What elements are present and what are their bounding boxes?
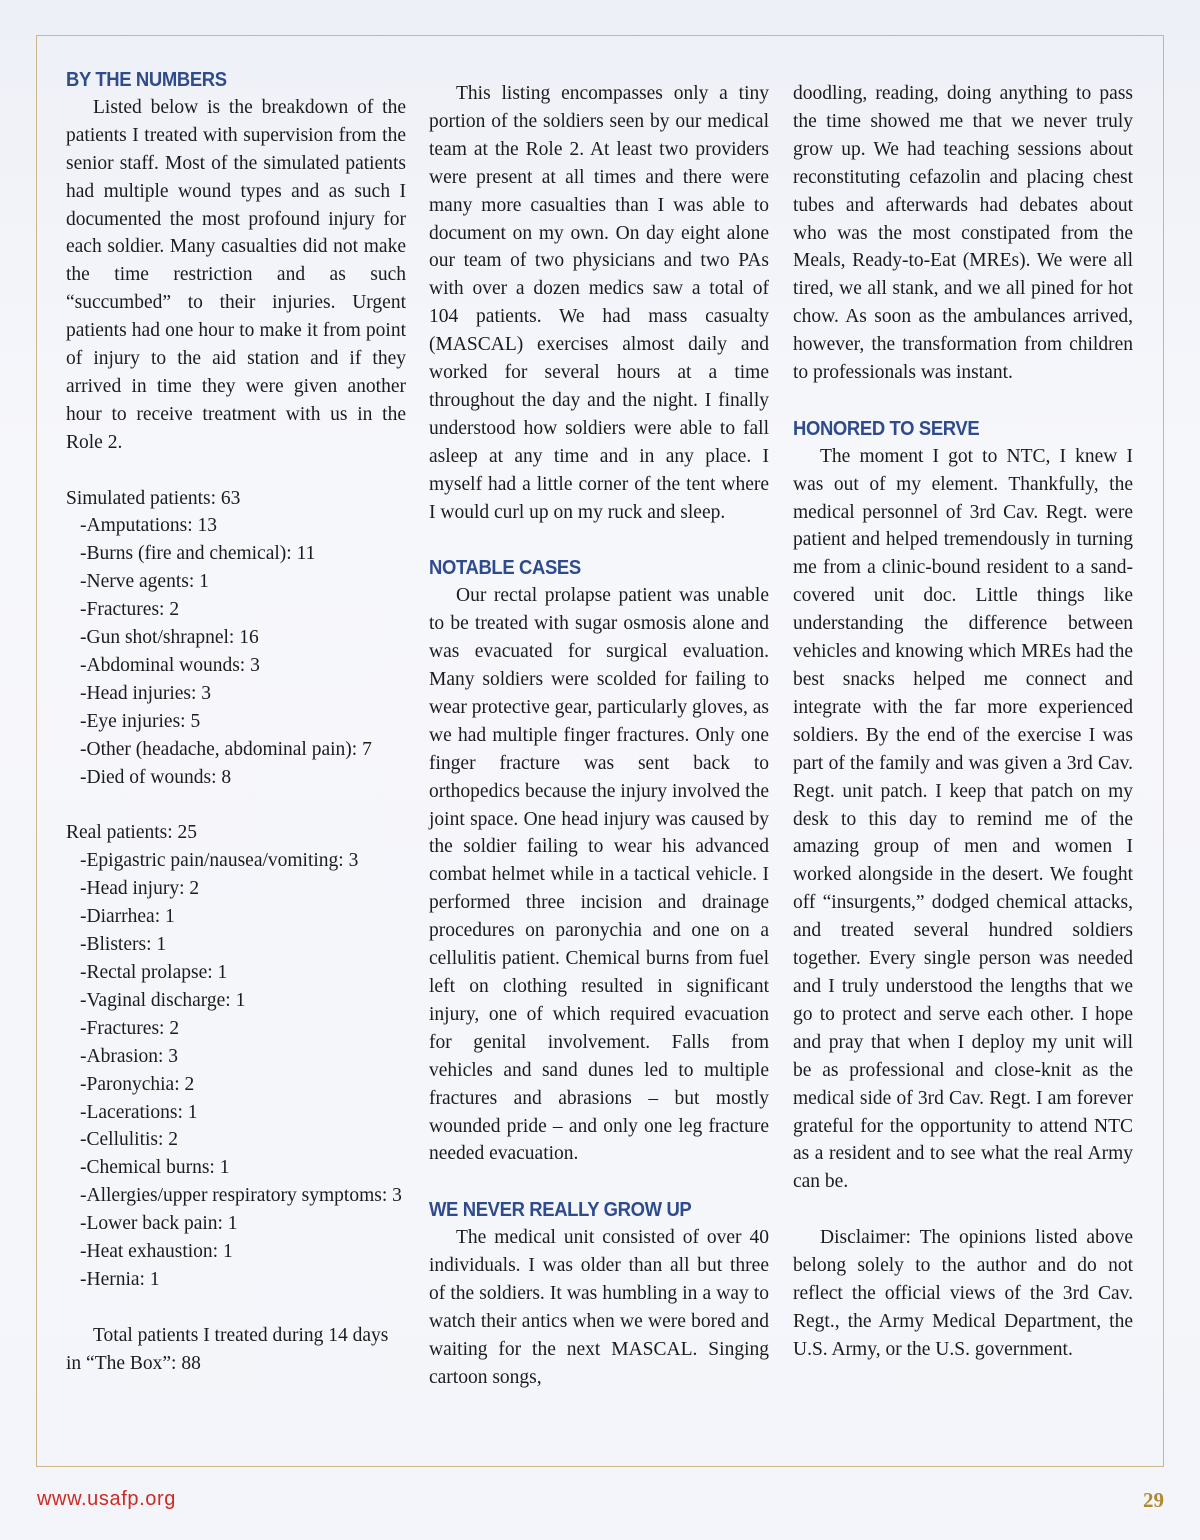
list-item: -Lower back pain: 1: [80, 1213, 238, 1235]
heading-honored-to-serve: HONORED TO SERVE: [793, 416, 980, 440]
list-item: -Allergies/upper respiratory symptoms: 3: [80, 1185, 402, 1207]
list-item: -Amputations: 13: [80, 515, 218, 537]
list-item: -Rectal prolapse: 1: [80, 961, 228, 983]
list-item: -Head injury: 2: [80, 878, 200, 900]
list-item: -Nerve agents: 1: [80, 571, 209, 593]
list-item: -Burns (fire and chemical): 11: [80, 543, 316, 565]
list-item: -Heat exhaustion: 1: [80, 1241, 233, 1263]
column-1: [66, 66, 406, 1378]
column-3: [793, 80, 1133, 1364]
footer-website-link[interactable]: www.usafp.org: [37, 1488, 176, 1510]
grow-paragraph: The medical unit consisted of over 40 individuals. I was older than all but three of the soldiers. It was humbling in a way to watch their antics when we were bored and waiting for the next MASCAL. Singing cartoon songs,: [429, 1227, 769, 1388]
list-item: -Lacerations: 1: [80, 1101, 198, 1123]
list-item: -Abdominal wounds: 3: [80, 655, 260, 677]
total-patients: Total patients I treated during 14 days in “The Box”: 88: [66, 1324, 389, 1374]
list-item: -Eye injuries: 5: [80, 710, 201, 732]
list-item: -Blisters: 1: [80, 934, 167, 956]
column-2: [429, 80, 769, 1392]
intro-paragraph: Listed below is the breakdown of the patients I treated with supervision from the senior staff. Most of the simulated patients had multiple wound types and as such I documented the most profound injury for each soldier. Many casualties did not make the time restriction and as such “succumbed” to their injuries. Urgent patients had one hour to make it from point of injury to the aid station and if they arrived in time they were given another hour to receive treatment with us in the Role 2.: [66, 96, 406, 453]
list-item: -Paronychia: 2: [80, 1073, 195, 1095]
simulated-patients-title: Simulated patients: 63: [66, 487, 241, 509]
notable-paragraph: Our rectal prolapse patient was unable to be treated with sugar osmosis alone and was evacuated for surgical evaluation. Many soldiers were scolded for failing to wear protective gear, particularly gloves, as we had multiple finger fractures. Only one finger fracture was sent back to orthopedics because the injury involved the joint space. One head injury was caused by the soldier failing to wear his advanced combat helmet while in a tactical vehicle. I performed three incision and drainage procedures on paronychia and one on a cellulitis patient. Chemical burns from fuel left on clothing resulted in significant injury, one of which required evacuation for genital involvement. Falls from vehicles and sand dunes led to multiple fractures and abrasions – but mostly wounded pride – and only one leg fracture needed evacuation.: [429, 585, 769, 1165]
simulated-patients-list: [66, 512, 406, 791]
list-item: -Cellulitis: 2: [80, 1129, 179, 1151]
disclaimer-paragraph: Disclaimer: The opinions listed above belong solely to the author and do not reflect the official views of the 3rd Cav. Regt., the Army Medical Department, the U.S. Army, or the U.S. government.: [793, 1227, 1133, 1360]
continued-paragraph: doodling, reading, doing anything to pass the time showed me that we never truly grow up. We had teaching sessions about reconstituting cefazolin and placing chest tubes and afterwards had debates about who was the most constipated from the Meals, Ready-to-Eat (MREs). We were all tired, we all stank, and we all pined for hot chow. As soon as the ambulances arrived, however, the transformation from children to professionals was instant.: [793, 83, 1133, 384]
list-item: -Died of wounds: 8: [80, 766, 232, 788]
list-item: -Other (headache, abdominal pain): 7: [80, 738, 372, 760]
honored-paragraph: The moment I got to NTC, I knew I was out of my element. Thankfully, the medical personnel of 3rd Cav. Regt. were patient and helped tremendously in turning me from a clinic-bound resident to a sand-covered unit doc. Little things like understanding the difference between vehicles and knowing which MREs had the best snacks helped me connect and integrate with the far more experienced soldiers. By the end of the exercise I was part of the family and was given a 3rd Cav. Regt. unit patch. I keep that patch on my desk to this day to remind me of the amazing group of men and women I worked alongside in the desert. We fought off “insurgents,” dodged chemical attacks, and treated several hundred soldiers together. Every single person was needed and I truly understood the lengths that we go to protect and serve each other. I hope and pray that when I deploy my unit will be as professional and close-knit as the medical side of 3rd Cav. Regt. I am forever grateful for the opportunity to attend NTC as a resident and to see what the real Army can be.: [793, 445, 1133, 1193]
heading-never-grow-up: WE NEVER REALLY GROW UP: [429, 1198, 692, 1222]
list-item: -Chemical burns: 1: [80, 1157, 230, 1179]
page-number: 29: [1143, 1488, 1164, 1512]
list-item: -Epigastric pain/nausea/vomiting: 3: [80, 850, 359, 872]
list-item: -Diarrhea: 1: [80, 906, 175, 928]
real-patients-title: Real patients: 25: [66, 822, 198, 844]
list-item: -Fractures: 2: [80, 1017, 180, 1039]
list-item: -Hernia: 1: [80, 1268, 160, 1290]
list-item: -Abrasion: 3: [80, 1045, 179, 1067]
real-patients-list: [66, 847, 406, 1294]
heading-by-the-numbers: BY THE NUMBERS: [66, 68, 227, 91]
listing-paragraph: This listing encompasses only a tiny portion of the soldiers seen by our medical team at the Role 2. At least two providers were present at all times and there were many more casualties than I was able to document on my own. On day eight alone our team of two physicians and two PAs with over a dozen medics saw a total of 104 patients. We had mass casualty (MASCAL) exercises almost daily and worked for several hours at a time throughout the day and the night. I finally understood how soldiers were able to fall asleep at any time and in any place. I myself had a little corner of the tent where I would curl up on my ruck and sleep.: [429, 83, 769, 523]
heading-notable-cases: NOTABLE CASES: [429, 556, 581, 580]
list-item: -Head injuries: 3: [80, 682, 212, 704]
list-item: -Fractures: 2: [80, 599, 180, 621]
list-item: -Gun shot/shrapnel: 16: [80, 627, 259, 649]
list-item: -Vaginal discharge: 1: [80, 989, 246, 1011]
